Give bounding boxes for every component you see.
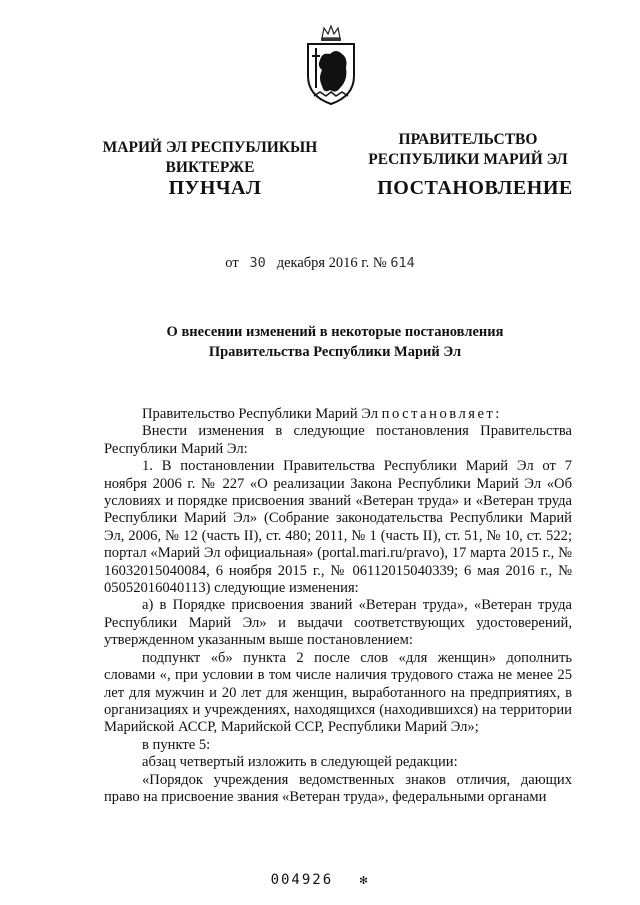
body-paragraph-3: а) в Порядке присвоения званий «Ветеран труда», «Ветеран труда Республики Марий Эл» и выдачи соответствующих удостоверений, утвержденном указанным выше постановлением: [104,597,572,649]
header-left-authority [100,138,320,178]
coat-of-arms-emblem [300,24,362,108]
footer-serial [0,872,640,888]
body-paragraph-1: Внести изменения в следующие постановления Правительства Республики Марий Эл: [104,423,572,457]
header-right-authority [356,130,580,170]
doc-type-left: ПУНЧАЛ [168,177,262,199]
doc-type-right: ПОСТАНОВЛЕНИЕ [377,177,573,199]
date-prefix: от [225,255,239,271]
header-left-line1: МАРИЙ ЭЛ РЕСПУБЛИКЫН [102,139,318,156]
date-day: 30 [249,255,266,271]
body-paragraph-2: 1. В постановлении Правительства Республики Марий Эл от 7 ноября 2006 г. № 227 «О реализации Закона Республики Марий Эл «Об условиях и порядке присвоения званий «Ветеран труда» и «Ветеран труда Республики Марий Эл» (Собрание законодательства Республики Марий Эл, 2006, № 12 (часть II), ст. 480; 2011, № 1 (часть II), ст. 51, № 10, ст. 522; портал «Марий Эл официальная» (portal.mari.ru/pravo), 17 марта 2015 г., № 16032015040084, 6 ноября 2015 г., № 06112015040339; 6 мая 2016 г., № 05052016040113) следующие изменения: [104,458,572,597]
document-body [104,406,572,806]
header-right-line1: ПРАВИТЕЛЬСТВО [398,131,538,148]
date-number-line [0,255,640,272]
body-paragraph-6: абзац четвертый изложить в следующей редакции: [142,754,458,771]
body-intro-lead: Правительство Республики Марий Эл [142,406,379,422]
serial-mark: ✻ [359,873,370,888]
header-right-line2: РЕСПУБЛИКИ МАРИЙ ЭЛ [368,151,568,168]
body-paragraph-7: «Порядок учреждения ведомственных знаков отличия, дающих право на присвоение звания «Ветеран труда», федеральными органами [104,771,572,805]
title-line1: О внесении изменений в некоторые постановления [166,324,504,340]
body-paragraph-4: подпункт «б» пункта 2 после слов «для женщин» дополнить словами «, при условии в том числе наличия трудового стажа не менее 25 лет для мужчин и 20 лет для женщин, выработанного на предприятиях, в организациях и учреждениях, находящихся (находившихся) на территории Марийской АССР, Марийской ССР, Республики Марий Эл»; [104,649,572,736]
document-title [100,322,570,362]
serial-number: 004926 [270,872,334,888]
header-left-line2: ВИКТЕРЖЕ [165,159,255,176]
document-number: 614 [390,255,415,271]
body-intro [104,406,572,423]
title-line2: Правительства Республики Марий Эл [208,344,462,360]
date-month-year: декабря 2016 г. № [276,255,387,271]
body-paragraph-5: в пункте 5: [142,736,211,753]
body-intro-resolves: постановляет: [381,406,502,422]
